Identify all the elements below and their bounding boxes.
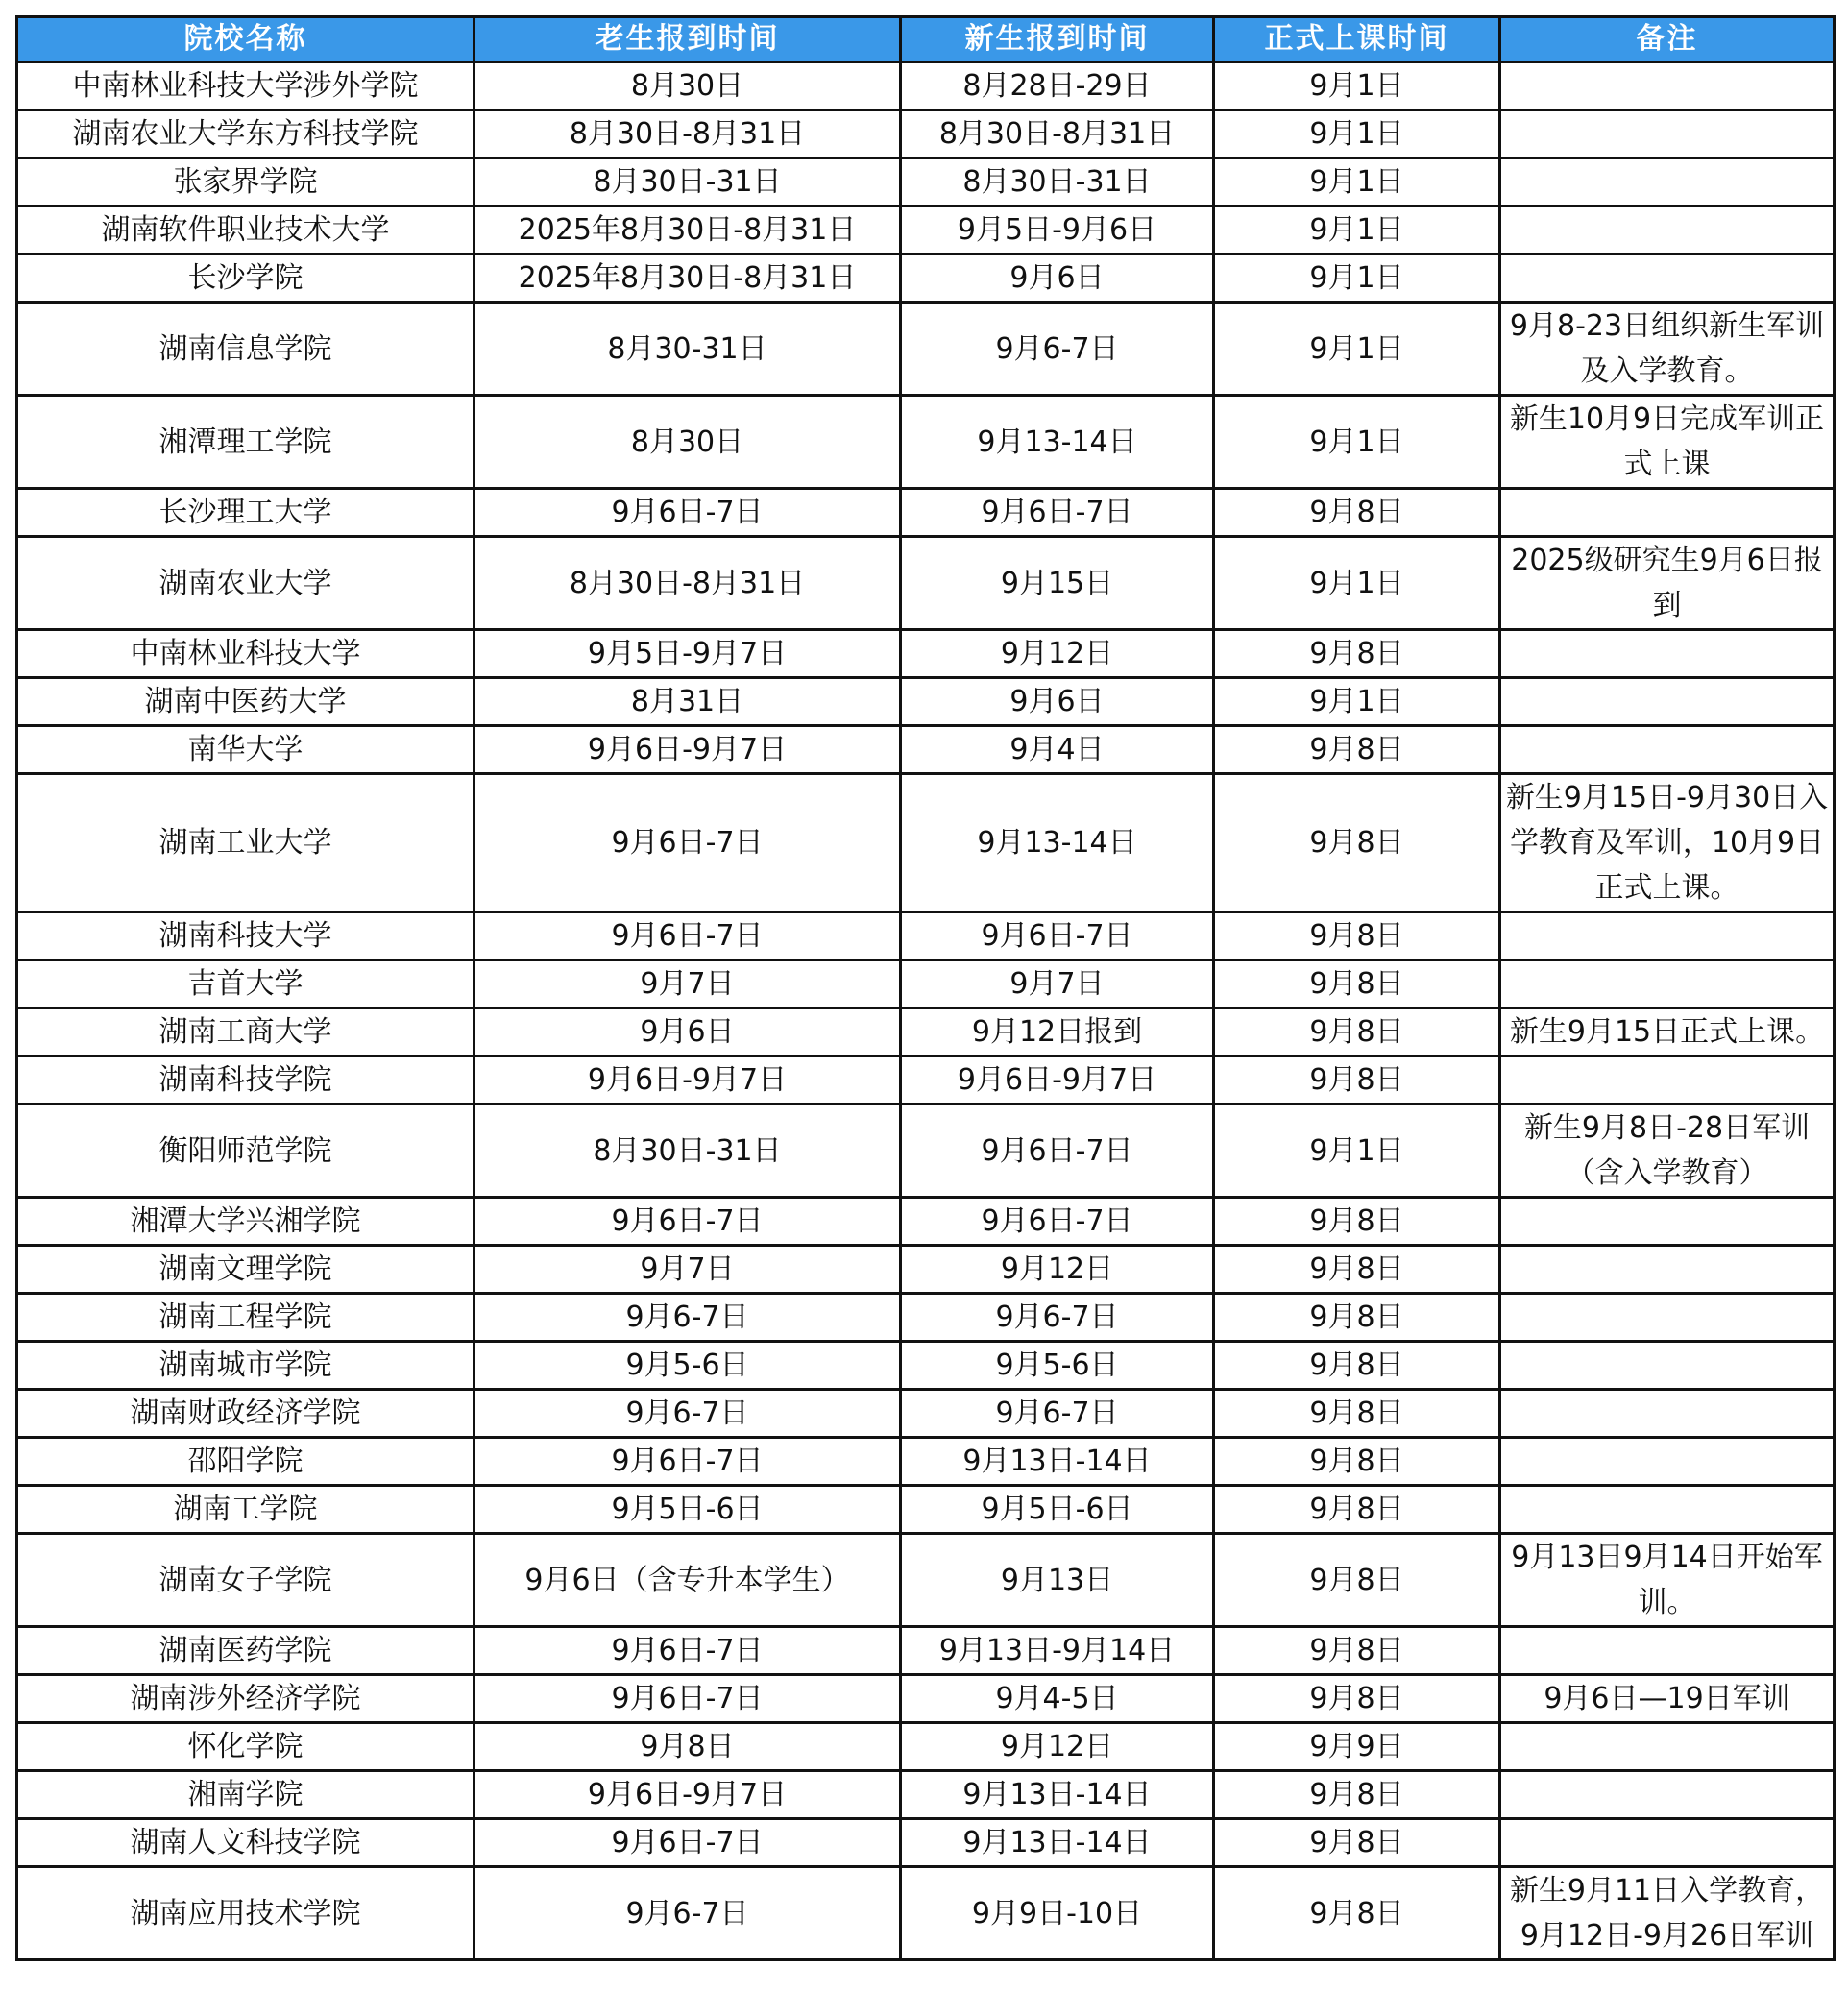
cell-school: 湘潭大学兴湘学院 (17, 1198, 474, 1246)
cell-returning: 9月6日-7日 (474, 1627, 901, 1675)
cell-returning: 9月6日-7日 (474, 1675, 901, 1723)
cell-class: 9月8日 (1214, 1438, 1500, 1486)
cell-class: 9月8日 (1214, 489, 1500, 537)
cell-returning: 8月30日-8月31日 (474, 110, 901, 158)
cell-class: 9月1日 (1214, 396, 1500, 489)
table-row (17, 1246, 1835, 1294)
table-row (17, 630, 1835, 678)
cell-note (1500, 1057, 1835, 1105)
table-row (17, 912, 1835, 960)
cell-class: 9月1日 (1214, 678, 1500, 726)
table-row (17, 1819, 1835, 1867)
cell-class: 9月8日 (1214, 1390, 1500, 1438)
cell-returning: 8月30日 (474, 396, 901, 489)
cell-class: 9月8日 (1214, 912, 1500, 960)
cell-note: 新生9月11日入学教育，9月12日-9月26日军训 (1500, 1867, 1835, 1960)
cell-class: 9月8日 (1214, 774, 1500, 912)
cell-note: 2025级研究生9月6日报到 (1500, 537, 1835, 630)
cell-returning: 9月6日 (474, 1008, 901, 1057)
cell-new: 9月13日-14日 (901, 1438, 1214, 1486)
cell-school: 湖南涉外经济学院 (17, 1675, 474, 1723)
cell-returning: 9月6日-7日 (474, 489, 901, 537)
cell-class: 9月1日 (1214, 1105, 1500, 1198)
cell-class: 9月8日 (1214, 1627, 1500, 1675)
cell-returning: 9月8日 (474, 1723, 901, 1771)
cell-school: 湖南科技学院 (17, 1057, 474, 1105)
cell-school: 中南林业科技大学 (17, 630, 474, 678)
cell-school: 湖南工学院 (17, 1486, 474, 1534)
cell-note (1500, 1438, 1835, 1486)
cell-new: 9月13日 (901, 1534, 1214, 1627)
table-row (17, 1723, 1835, 1771)
cell-note (1500, 255, 1835, 303)
table-row (17, 1675, 1835, 1723)
cell-returning: 9月6日-9月7日 (474, 1057, 901, 1105)
cell-class: 9月9日 (1214, 1723, 1500, 1771)
cell-class: 9月1日 (1214, 158, 1500, 206)
table-row (17, 1008, 1835, 1057)
cell-new: 9月13-14日 (901, 774, 1214, 912)
cell-returning: 9月6日-9月7日 (474, 1771, 901, 1819)
cell-new: 9月6-7日 (901, 1390, 1214, 1438)
cell-new: 8月30日-31日 (901, 158, 1214, 206)
cell-returning: 9月5-6日 (474, 1342, 901, 1390)
header-note: 备注 (1500, 17, 1835, 62)
cell-note (1500, 912, 1835, 960)
cell-school: 湖南人文科技学院 (17, 1819, 474, 1867)
cell-school: 湖南农业大学 (17, 537, 474, 630)
cell-class: 9月8日 (1214, 1057, 1500, 1105)
cell-new: 9月9日-10日 (901, 1867, 1214, 1960)
table-row (17, 158, 1835, 206)
cell-class: 9月8日 (1214, 1534, 1500, 1627)
cell-class: 9月8日 (1214, 1819, 1500, 1867)
cell-note: 新生10月9日完成军训正式上课 (1500, 396, 1835, 489)
cell-new: 9月5日-9月6日 (901, 206, 1214, 255)
cell-note: 9月6日—19日军训 (1500, 1675, 1835, 1723)
cell-note: 新生9月8日-28日军训（含入学教育） (1500, 1105, 1835, 1198)
table-row (17, 1627, 1835, 1675)
cell-note (1500, 489, 1835, 537)
table-body (17, 62, 1835, 1960)
cell-class: 9月1日 (1214, 206, 1500, 255)
cell-new: 8月28日-29日 (901, 62, 1214, 110)
cell-school: 湖南工商大学 (17, 1008, 474, 1057)
cell-note (1500, 1723, 1835, 1771)
table-row (17, 1294, 1835, 1342)
cell-new: 9月6日 (901, 255, 1214, 303)
cell-new: 9月6日-7日 (901, 489, 1214, 537)
cell-note (1500, 1342, 1835, 1390)
cell-new: 9月12日 (901, 630, 1214, 678)
table-row (17, 1534, 1835, 1627)
cell-returning: 2025年8月30日-8月31日 (474, 206, 901, 255)
cell-returning: 8月30日-31日 (474, 1105, 901, 1198)
cell-new: 9月4-5日 (901, 1675, 1214, 1723)
cell-returning: 9月7日 (474, 960, 901, 1008)
cell-new: 9月6-7日 (901, 303, 1214, 396)
cell-returning: 9月5日-9月7日 (474, 630, 901, 678)
cell-class: 9月8日 (1214, 1198, 1500, 1246)
header-class: 正式上课时间 (1214, 17, 1500, 62)
cell-class: 9月8日 (1214, 1771, 1500, 1819)
cell-class: 9月8日 (1214, 1008, 1500, 1057)
cell-new: 9月6日 (901, 678, 1214, 726)
cell-returning: 2025年8月30日-8月31日 (474, 255, 901, 303)
table-row (17, 537, 1835, 630)
cell-note (1500, 1198, 1835, 1246)
cell-returning: 9月6日-7日 (474, 1819, 901, 1867)
cell-school: 湘南学院 (17, 1771, 474, 1819)
table-row (17, 303, 1835, 396)
cell-new: 9月5日-6日 (901, 1486, 1214, 1534)
cell-class: 9月1日 (1214, 303, 1500, 396)
cell-note (1500, 1627, 1835, 1675)
cell-note (1500, 62, 1835, 110)
cell-new: 8月30日-8月31日 (901, 110, 1214, 158)
cell-note (1500, 960, 1835, 1008)
cell-class: 9月8日 (1214, 1867, 1500, 1960)
cell-note (1500, 158, 1835, 206)
cell-note (1500, 1771, 1835, 1819)
cell-class: 9月8日 (1214, 726, 1500, 774)
cell-note (1500, 1246, 1835, 1294)
cell-returning: 9月7日 (474, 1246, 901, 1294)
table-row (17, 396, 1835, 489)
cell-returning: 8月30日-31日 (474, 158, 901, 206)
cell-school: 湖南农业大学东方科技学院 (17, 110, 474, 158)
header-row (17, 17, 1835, 62)
schedule-table (15, 15, 1836, 1961)
cell-class: 9月1日 (1214, 537, 1500, 630)
cell-school: 长沙学院 (17, 255, 474, 303)
cell-new: 9月5-6日 (901, 1342, 1214, 1390)
cell-note (1500, 1486, 1835, 1534)
cell-new: 9月7日 (901, 960, 1214, 1008)
cell-class: 9月8日 (1214, 960, 1500, 1008)
table-row (17, 489, 1835, 537)
cell-returning: 9月6-7日 (474, 1867, 901, 1960)
table-row (17, 1390, 1835, 1438)
cell-school: 湖南女子学院 (17, 1534, 474, 1627)
cell-school: 中南林业科技大学涉外学院 (17, 62, 474, 110)
cell-class: 9月1日 (1214, 62, 1500, 110)
table-row (17, 678, 1835, 726)
cell-note: 新生9月15日正式上课。 (1500, 1008, 1835, 1057)
cell-returning: 9月6日-7日 (474, 1198, 901, 1246)
cell-returning: 9月6日（含专升本学生） (474, 1534, 901, 1627)
cell-new: 9月6日-7日 (901, 912, 1214, 960)
table-row (17, 1342, 1835, 1390)
cell-note (1500, 1819, 1835, 1867)
cell-school: 南华大学 (17, 726, 474, 774)
cell-class: 9月1日 (1214, 110, 1500, 158)
cell-note: 9月8-23日组织新生军训及入学教育。 (1500, 303, 1835, 396)
cell-new: 9月13-14日 (901, 396, 1214, 489)
table-row (17, 726, 1835, 774)
cell-note (1500, 726, 1835, 774)
table-row (17, 1867, 1835, 1960)
cell-new: 9月6-7日 (901, 1294, 1214, 1342)
cell-returning: 8月30日-8月31日 (474, 537, 901, 630)
cell-class: 9月8日 (1214, 1675, 1500, 1723)
cell-school: 湖南信息学院 (17, 303, 474, 396)
table-row (17, 960, 1835, 1008)
cell-class: 9月8日 (1214, 630, 1500, 678)
cell-returning: 8月30-31日 (474, 303, 901, 396)
cell-school: 湖南工业大学 (17, 774, 474, 912)
table-row (17, 1486, 1835, 1534)
cell-new: 9月15日 (901, 537, 1214, 630)
cell-new: 9月12日报到 (901, 1008, 1214, 1057)
cell-note (1500, 110, 1835, 158)
cell-returning: 9月6-7日 (474, 1390, 901, 1438)
cell-returning: 9月6日-7日 (474, 912, 901, 960)
cell-new: 9月6日-9月7日 (901, 1057, 1214, 1105)
cell-class: 9月1日 (1214, 255, 1500, 303)
header-school: 院校名称 (17, 17, 474, 62)
cell-note (1500, 1390, 1835, 1438)
cell-class: 9月8日 (1214, 1294, 1500, 1342)
cell-school: 湖南文理学院 (17, 1246, 474, 1294)
cell-note: 新生9月15日-9月30日入学教育及军训，10月9日正式上课。 (1500, 774, 1835, 912)
table-row (17, 1198, 1835, 1246)
table-row (17, 255, 1835, 303)
table-row (17, 1057, 1835, 1105)
cell-school: 湖南应用技术学院 (17, 1867, 474, 1960)
cell-new: 9月12日 (901, 1723, 1214, 1771)
table-row (17, 774, 1835, 912)
cell-school: 湖南工程学院 (17, 1294, 474, 1342)
cell-note: 9月13日9月14日开始军训。 (1500, 1534, 1835, 1627)
table-row (17, 206, 1835, 255)
header-returning: 老生报到时间 (474, 17, 901, 62)
cell-note (1500, 1294, 1835, 1342)
cell-school: 湖南城市学院 (17, 1342, 474, 1390)
cell-new: 9月12日 (901, 1246, 1214, 1294)
cell-school: 湖南中医药大学 (17, 678, 474, 726)
cell-school: 长沙理工大学 (17, 489, 474, 537)
cell-school: 湖南医药学院 (17, 1627, 474, 1675)
cell-returning: 9月6-7日 (474, 1294, 901, 1342)
cell-school: 湖南软件职业技术大学 (17, 206, 474, 255)
cell-new: 9月6日-7日 (901, 1105, 1214, 1198)
cell-note (1500, 678, 1835, 726)
table-row (17, 1771, 1835, 1819)
table-row (17, 1105, 1835, 1198)
header-new: 新生报到时间 (901, 17, 1214, 62)
cell-new: 9月6日-7日 (901, 1198, 1214, 1246)
cell-returning: 9月6日-7日 (474, 774, 901, 912)
cell-returning: 9月6日-7日 (474, 1438, 901, 1486)
cell-school: 湘潭理工学院 (17, 396, 474, 489)
cell-returning: 9月6日-9月7日 (474, 726, 901, 774)
cell-new: 9月4日 (901, 726, 1214, 774)
table-row (17, 62, 1835, 110)
cell-class: 9月8日 (1214, 1342, 1500, 1390)
cell-new: 9月13日-9月14日 (901, 1627, 1214, 1675)
cell-school: 湖南财政经济学院 (17, 1390, 474, 1438)
cell-note (1500, 206, 1835, 255)
cell-school: 衡阳师范学院 (17, 1105, 474, 1198)
cell-class: 9月8日 (1214, 1246, 1500, 1294)
cell-returning: 9月5日-6日 (474, 1486, 901, 1534)
table-row (17, 110, 1835, 158)
table-row (17, 1438, 1835, 1486)
cell-school: 湖南科技大学 (17, 912, 474, 960)
cell-new: 9月13日-14日 (901, 1771, 1214, 1819)
cell-school: 吉首大学 (17, 960, 474, 1008)
cell-school: 怀化学院 (17, 1723, 474, 1771)
cell-returning: 8月30日 (474, 62, 901, 110)
cell-returning: 8月31日 (474, 678, 901, 726)
cell-note (1500, 630, 1835, 678)
cell-school: 邵阳学院 (17, 1438, 474, 1486)
cell-school: 张家界学院 (17, 158, 474, 206)
cell-new: 9月13日-14日 (901, 1819, 1214, 1867)
cell-class: 9月8日 (1214, 1486, 1500, 1534)
